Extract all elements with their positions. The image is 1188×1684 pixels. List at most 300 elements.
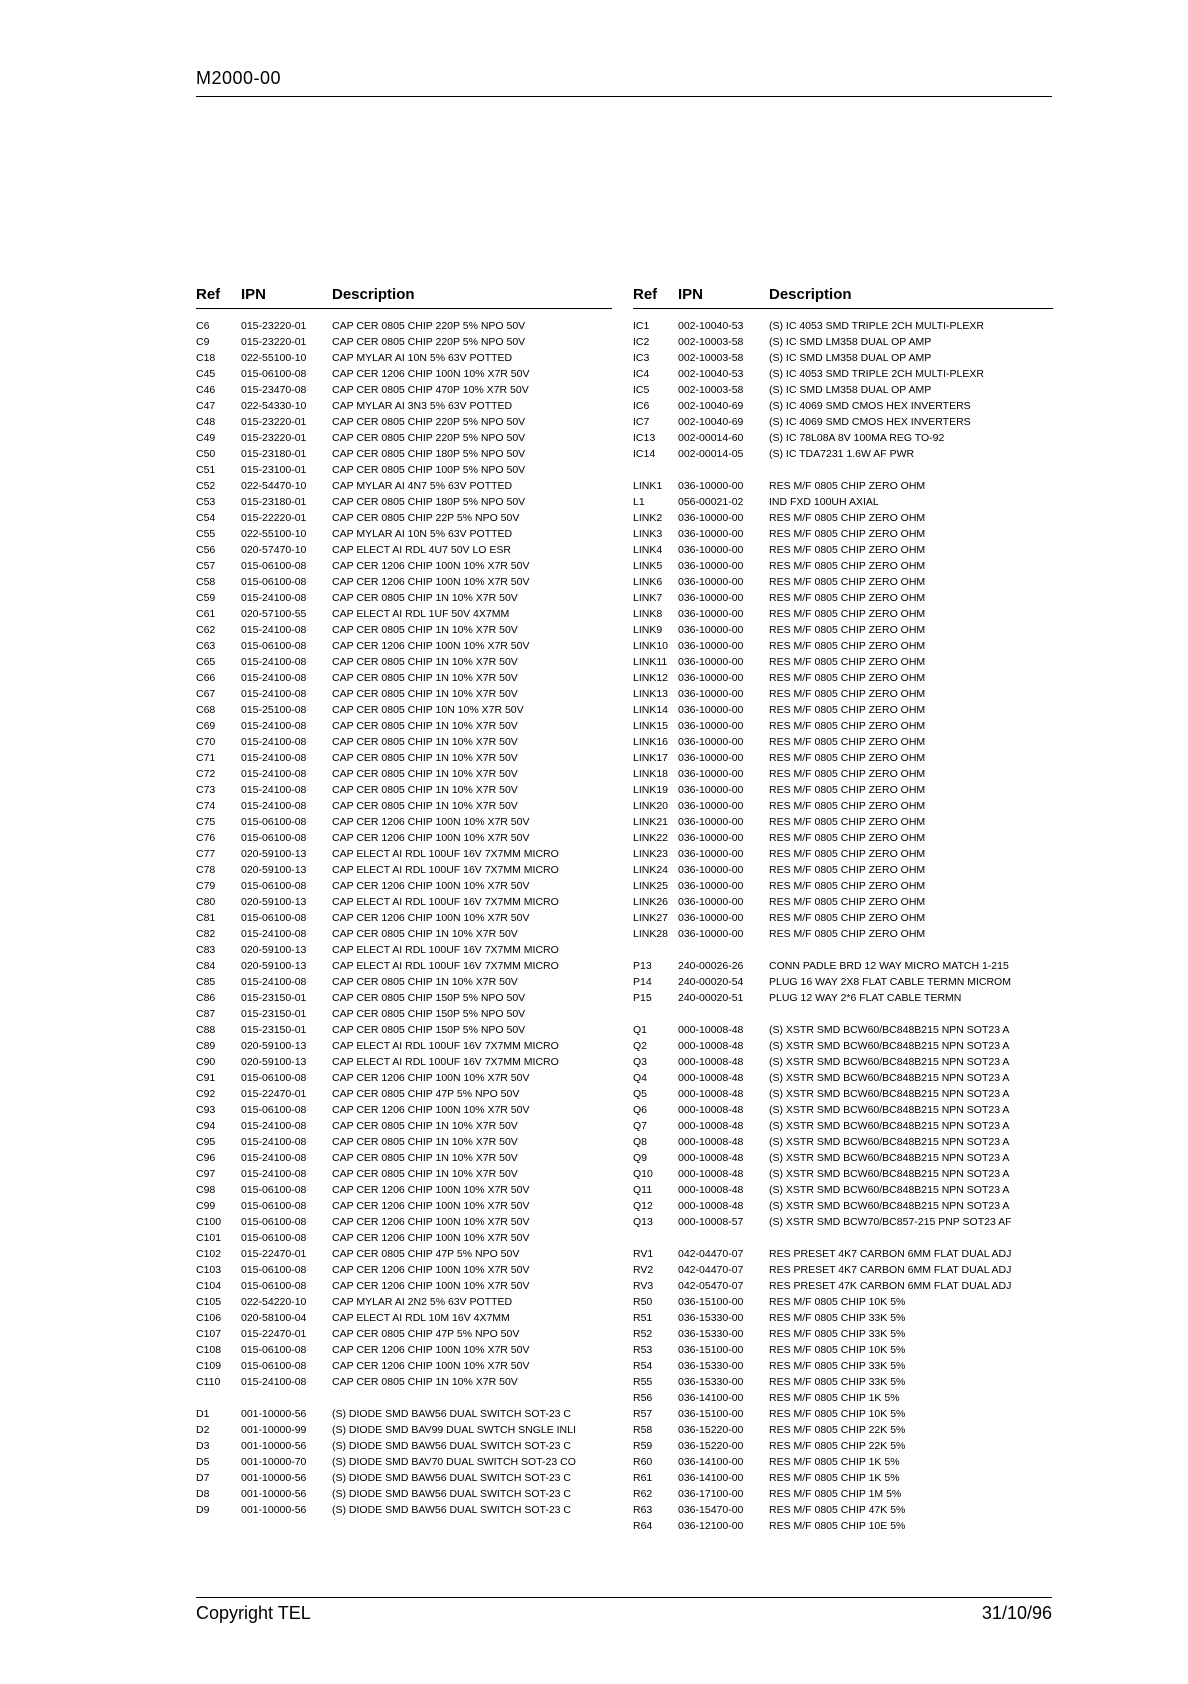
part-row bbox=[633, 926, 1053, 942]
part-description: (S) IC 4053 SMD TRIPLE 2CH MULTI-PLEXR bbox=[769, 320, 984, 332]
header-ipn: IPN bbox=[678, 286, 704, 303]
part-row bbox=[633, 1182, 1053, 1198]
part-ref: LINK22 bbox=[633, 832, 669, 844]
part-ref: LINK5 bbox=[633, 560, 663, 572]
part-row bbox=[633, 798, 1053, 814]
part-ipn: 240-00020-51 bbox=[678, 992, 744, 1004]
part-row bbox=[633, 846, 1053, 862]
part-ipn: 015-24100-08 bbox=[241, 1168, 307, 1180]
part-ref: C6 bbox=[196, 320, 210, 332]
part-description: RES PRESET 4K7 CARBON 6MM FLAT DUAL ADJ bbox=[769, 1248, 1012, 1260]
column-header-right bbox=[633, 286, 1053, 309]
part-ref: C57 bbox=[196, 560, 216, 572]
part-ref: C102 bbox=[196, 1248, 222, 1260]
part-row bbox=[633, 574, 1053, 590]
part-ref: C53 bbox=[196, 496, 216, 508]
part-description: RES M/F 0805 CHIP 22K 5% bbox=[769, 1424, 906, 1436]
part-description: (S) DIODE SMD BAW56 DUAL SWITCH SOT-23 C bbox=[332, 1504, 572, 1516]
part-row bbox=[196, 702, 612, 718]
part-ref: C54 bbox=[196, 512, 216, 524]
part-ref: RV3 bbox=[633, 1280, 654, 1292]
part-row bbox=[196, 1118, 612, 1134]
part-description: RES PRESET 47K CARBON 6MM FLAT DUAL ADJ bbox=[769, 1280, 1012, 1292]
part-ipn: 036-10000-00 bbox=[678, 928, 744, 940]
part-ipn: 015-06100-08 bbox=[241, 1216, 307, 1228]
part-ref: D7 bbox=[196, 1472, 210, 1484]
part-row bbox=[196, 1486, 612, 1502]
part-ref: R52 bbox=[633, 1328, 653, 1340]
part-row bbox=[633, 1518, 1053, 1534]
part-ref: C49 bbox=[196, 432, 216, 444]
part-description: RES M/F 0805 CHIP ZERO OHM bbox=[769, 640, 926, 652]
part-ref: C101 bbox=[196, 1232, 222, 1244]
footer-date: 31/10/96 bbox=[981, 1603, 1052, 1623]
part-ipn: 002-10003-58 bbox=[678, 352, 744, 364]
part-description: CAP CER 0805 CHIP 180P 5% NPO 50V bbox=[332, 496, 526, 508]
part-description: CAP CER 1206 CHIP 100N 10% X7R 50V bbox=[332, 368, 530, 380]
part-description: CAP CER 1206 CHIP 100N 10% X7R 50V bbox=[332, 1280, 530, 1292]
part-ref: LINK3 bbox=[633, 528, 663, 540]
part-description: RES M/F 0805 CHIP ZERO OHM bbox=[769, 576, 926, 588]
part-description: (S) IC 78L08A 8V 100MA REG TO-92 bbox=[769, 432, 945, 444]
part-ref: C105 bbox=[196, 1296, 222, 1308]
part-ref: IC4 bbox=[633, 368, 650, 380]
part-description: (S) XSTR SMD BCW60/BC848B215 NPN SOT23 A bbox=[769, 1200, 1010, 1212]
part-ref: Q8 bbox=[633, 1136, 648, 1148]
part-row bbox=[633, 446, 1053, 462]
part-description: IND FXD 100UH AXIAL bbox=[769, 496, 879, 508]
part-row bbox=[633, 526, 1053, 542]
part-ref: Q11 bbox=[633, 1184, 653, 1196]
part-description: RES M/F 0805 CHIP 22K 5% bbox=[769, 1440, 906, 1452]
part-description: CAP ELECT AI RDL 100UF 16V 7X7MM MICRO bbox=[332, 896, 559, 908]
part-description: CAP CER 0805 CHIP 1N 10% X7R 50V bbox=[332, 800, 518, 812]
part-ipn: 036-10000-00 bbox=[678, 528, 744, 540]
header-ref: Ref bbox=[633, 286, 658, 303]
part-ipn: 036-10000-00 bbox=[678, 816, 744, 828]
part-ipn: 000-10008-48 bbox=[678, 1168, 744, 1180]
part-description: CAP CER 0805 CHIP 180P 5% NPO 50V bbox=[332, 448, 526, 460]
part-row bbox=[633, 366, 1053, 382]
part-ipn: 001-10000-56 bbox=[241, 1504, 307, 1516]
part-ipn: 000-10008-48 bbox=[678, 1088, 744, 1100]
part-ipn: 022-54220-10 bbox=[241, 1296, 307, 1308]
part-ref: Q9 bbox=[633, 1152, 648, 1164]
part-ref: C56 bbox=[196, 544, 216, 556]
part-ref: C9 bbox=[196, 336, 210, 348]
part-description: CAP CER 0805 CHIP 1N 10% X7R 50V bbox=[332, 736, 518, 748]
part-description: RES M/F 0805 CHIP ZERO OHM bbox=[769, 560, 926, 572]
part-ref: C70 bbox=[196, 736, 216, 748]
part-row bbox=[633, 702, 1053, 718]
part-ipn: 036-10000-00 bbox=[678, 640, 744, 652]
part-row bbox=[633, 542, 1053, 558]
part-row bbox=[633, 1486, 1053, 1502]
part-ref: C83 bbox=[196, 944, 216, 956]
part-ipn: 036-10000-00 bbox=[678, 624, 744, 636]
part-ipn: 015-24100-08 bbox=[241, 784, 307, 796]
part-description: CAP CER 1206 CHIP 100N 10% X7R 50V bbox=[332, 560, 530, 572]
part-ipn: 036-10000-00 bbox=[678, 656, 744, 668]
part-ipn: 002-00014-05 bbox=[678, 448, 744, 460]
part-description: CAP ELECT AI RDL 100UF 16V 7X7MM MICRO bbox=[332, 1040, 559, 1052]
part-ref: C89 bbox=[196, 1040, 216, 1052]
part-row bbox=[196, 1038, 612, 1054]
part-ipn: 015-06100-08 bbox=[241, 1200, 307, 1212]
part-description: (S) XSTR SMD BCW60/BC848B215 NPN SOT23 A bbox=[769, 1136, 1010, 1148]
part-description: CAP ELECT AI RDL 1UF 50V 4X7MM bbox=[332, 608, 510, 620]
part-ref: C92 bbox=[196, 1088, 216, 1100]
part-ipn: 036-10000-00 bbox=[678, 880, 744, 892]
part-row bbox=[196, 894, 612, 910]
part-description: CAP CER 0805 CHIP 150P 5% NPO 50V bbox=[332, 992, 526, 1004]
part-ref: LINK15 bbox=[633, 720, 669, 732]
part-description: (S) DIODE SMD BAV70 DUAL SWITCH SOT-23 CO bbox=[332, 1456, 576, 1468]
part-description: RES M/F 0805 CHIP 33K 5% bbox=[769, 1376, 906, 1388]
part-row bbox=[633, 910, 1053, 926]
part-row bbox=[196, 766, 612, 782]
part-ipn: 036-17100-00 bbox=[678, 1488, 744, 1500]
part-description: CAP ELECT AI RDL 100UF 16V 7X7MM MICRO bbox=[332, 864, 559, 876]
part-ref: LINK19 bbox=[633, 784, 669, 796]
part-ipn: 001-10000-56 bbox=[241, 1488, 307, 1500]
part-ipn: 036-15330-00 bbox=[678, 1312, 744, 1324]
part-ref: P14 bbox=[633, 976, 652, 988]
part-description: CAP CER 1206 CHIP 100N 10% X7R 50V bbox=[332, 1184, 530, 1196]
part-ref: C66 bbox=[196, 672, 216, 684]
part-description: CAP CER 0805 CHIP 100P 5% NPO 50V bbox=[332, 464, 526, 476]
footer-copyright: Copyright TEL bbox=[196, 1603, 311, 1623]
part-ipn: 036-10000-00 bbox=[678, 832, 744, 844]
part-ref: LINK9 bbox=[633, 624, 663, 636]
part-ipn: 042-04470-07 bbox=[678, 1264, 744, 1276]
part-ipn: 036-15470-00 bbox=[678, 1504, 744, 1516]
part-row bbox=[196, 574, 612, 590]
part-ipn: 022-55100-10 bbox=[241, 352, 307, 364]
part-description: (S) IC 4053 SMD TRIPLE 2CH MULTI-PLEXR bbox=[769, 368, 984, 380]
part-description: (S) DIODE SMD BAW56 DUAL SWITCH SOT-23 C bbox=[332, 1472, 572, 1484]
part-description: CAP CER 0805 CHIP 1N 10% X7R 50V bbox=[332, 1376, 518, 1388]
part-row bbox=[633, 766, 1053, 782]
part-description: RES M/F 0805 CHIP 10K 5% bbox=[769, 1344, 906, 1356]
part-description: CAP CER 0805 CHIP 1N 10% X7R 50V bbox=[332, 784, 518, 796]
part-ref: LINK27 bbox=[633, 912, 669, 924]
part-ipn: 015-24100-08 bbox=[241, 688, 307, 700]
part-ipn: 001-10000-56 bbox=[241, 1408, 307, 1420]
part-description: RES M/F 0805 CHIP ZERO OHM bbox=[769, 624, 926, 636]
part-ipn: 036-15220-00 bbox=[678, 1440, 744, 1452]
part-description: RES M/F 0805 CHIP ZERO OHM bbox=[769, 704, 926, 716]
part-ref: C48 bbox=[196, 416, 216, 428]
part-description: CAP CER 1206 CHIP 100N 10% X7R 50V bbox=[332, 1232, 530, 1244]
part-ref: R63 bbox=[633, 1504, 653, 1516]
part-row bbox=[196, 1086, 612, 1102]
part-ipn: 036-10000-00 bbox=[678, 544, 744, 556]
part-row bbox=[633, 558, 1053, 574]
part-description: (S) XSTR SMD BCW60/BC848B215 NPN SOT23 A bbox=[769, 1120, 1010, 1132]
part-description: CAP MYLAR AI 10N 5% 63V POTTED bbox=[332, 352, 513, 364]
part-ref: LINK6 bbox=[633, 576, 663, 588]
part-ipn: 036-10000-00 bbox=[678, 720, 744, 732]
part-ref: D2 bbox=[196, 1424, 210, 1436]
part-description: CAP ELECT AI RDL 100UF 16V 7X7MM MICRO bbox=[332, 1056, 559, 1068]
part-ref: C46 bbox=[196, 384, 216, 396]
part-ref: R58 bbox=[633, 1424, 653, 1436]
part-row bbox=[633, 814, 1053, 830]
part-row bbox=[633, 654, 1053, 670]
part-row bbox=[196, 1102, 612, 1118]
part-row bbox=[196, 478, 612, 494]
part-ref: R57 bbox=[633, 1408, 653, 1420]
part-ref: R55 bbox=[633, 1376, 653, 1388]
part-ipn: 001-10000-56 bbox=[241, 1472, 307, 1484]
part-row bbox=[196, 1422, 612, 1438]
part-ipn: 015-23150-01 bbox=[241, 1024, 307, 1036]
part-row bbox=[196, 1358, 612, 1374]
part-ipn: 015-23220-01 bbox=[241, 320, 307, 332]
part-ref: LINK23 bbox=[633, 848, 669, 860]
part-ref: P13 bbox=[633, 960, 652, 972]
part-row bbox=[633, 1390, 1053, 1406]
part-row bbox=[633, 1198, 1053, 1214]
part-ipn: 000-10008-48 bbox=[678, 1152, 744, 1164]
part-description: CAP CER 1206 CHIP 100N 10% X7R 50V bbox=[332, 832, 530, 844]
part-row bbox=[196, 1054, 612, 1070]
part-description: CAP CER 0805 CHIP 1N 10% X7R 50V bbox=[332, 752, 518, 764]
part-ref: LINK1 bbox=[633, 480, 663, 492]
part-ref: C45 bbox=[196, 368, 216, 380]
part-ref: R64 bbox=[633, 1520, 653, 1532]
part-ipn: 036-14100-00 bbox=[678, 1456, 744, 1468]
part-row bbox=[196, 1214, 612, 1230]
part-ref: R53 bbox=[633, 1344, 653, 1356]
part-ref: C104 bbox=[196, 1280, 222, 1292]
part-row bbox=[633, 1070, 1053, 1086]
part-description: RES M/F 0805 CHIP ZERO OHM bbox=[769, 816, 926, 828]
part-row bbox=[633, 1422, 1053, 1438]
part-row bbox=[633, 734, 1053, 750]
part-description: CAP ELECT AI RDL 4U7 50V LO ESR bbox=[332, 544, 511, 556]
part-ref: LINK20 bbox=[633, 800, 669, 812]
part-row bbox=[633, 1358, 1053, 1374]
part-ref: LINK14 bbox=[633, 704, 669, 716]
part-description: (S) XSTR SMD BCW60/BC848B215 NPN SOT23 A bbox=[769, 1040, 1010, 1052]
part-description: RES M/F 0805 CHIP ZERO OHM bbox=[769, 864, 926, 876]
part-ref: IC14 bbox=[633, 448, 656, 460]
part-ipn: 042-04470-07 bbox=[678, 1248, 744, 1260]
part-ref: LINK16 bbox=[633, 736, 669, 748]
part-ref: RV1 bbox=[633, 1248, 654, 1260]
part-row bbox=[196, 1374, 612, 1390]
part-ipn: 015-23220-01 bbox=[241, 336, 307, 348]
part-ipn: 015-06100-08 bbox=[241, 1264, 307, 1276]
part-ref: C50 bbox=[196, 448, 216, 460]
part-ref: R56 bbox=[633, 1392, 653, 1404]
part-ref: C68 bbox=[196, 704, 216, 716]
part-ref: C84 bbox=[196, 960, 216, 972]
part-description: (S) IC 4069 SMD CMOS HEX INVERTERS bbox=[769, 400, 971, 412]
part-row bbox=[633, 1038, 1053, 1054]
part-ref: LINK18 bbox=[633, 768, 669, 780]
part-ref: C63 bbox=[196, 640, 216, 652]
part-ref: Q5 bbox=[633, 1088, 648, 1100]
part-ipn: 036-10000-00 bbox=[678, 752, 744, 764]
part-description: CONN PADLE BRD 12 WAY MICRO MATCH 1-215 bbox=[769, 960, 1009, 972]
part-row bbox=[196, 638, 612, 654]
part-description: CAP CER 0805 CHIP 47P 5% NPO 50V bbox=[332, 1248, 520, 1260]
part-ref: LINK2 bbox=[633, 512, 663, 524]
part-description: RES M/F 0805 CHIP ZERO OHM bbox=[769, 720, 926, 732]
part-row bbox=[633, 1310, 1053, 1326]
part-ref: C97 bbox=[196, 1168, 216, 1180]
part-ref: LINK26 bbox=[633, 896, 669, 908]
part-description: CAP CER 1206 CHIP 100N 10% X7R 50V bbox=[332, 1344, 530, 1356]
part-ipn: 015-24100-08 bbox=[241, 592, 307, 604]
part-description: RES M/F 0805 CHIP ZERO OHM bbox=[769, 848, 926, 860]
part-row bbox=[196, 1198, 612, 1214]
part-row bbox=[196, 654, 612, 670]
part-row bbox=[633, 334, 1053, 350]
part-ipn: 000-10008-48 bbox=[678, 1040, 744, 1052]
part-row bbox=[196, 1246, 612, 1262]
part-row bbox=[196, 798, 612, 814]
part-ref: D3 bbox=[196, 1440, 210, 1452]
part-ref: R59 bbox=[633, 1440, 653, 1452]
part-row bbox=[633, 1294, 1053, 1310]
part-description: CAP CER 0805 CHIP 1N 10% X7R 50V bbox=[332, 656, 518, 668]
header-rule bbox=[196, 96, 1052, 97]
part-description: RES M/F 0805 CHIP ZERO OHM bbox=[769, 768, 926, 780]
part-ipn: 020-57100-55 bbox=[241, 608, 307, 620]
part-ipn: 022-54470-10 bbox=[241, 480, 307, 492]
part-row bbox=[196, 1230, 612, 1246]
part-ipn: 002-10003-58 bbox=[678, 384, 744, 396]
part-description: (S) XSTR SMD BCW70/BC857-215 PNP SOT23 AF bbox=[769, 1216, 1012, 1228]
part-description: CAP CER 0805 CHIP 1N 10% X7R 50V bbox=[332, 672, 518, 684]
part-description: RES M/F 0805 CHIP ZERO OHM bbox=[769, 736, 926, 748]
part-ref: IC1 bbox=[633, 320, 650, 332]
part-description: CAP CER 0805 CHIP 47P 5% NPO 50V bbox=[332, 1088, 520, 1100]
part-ipn: 000-10008-48 bbox=[678, 1184, 744, 1196]
part-ref: C100 bbox=[196, 1216, 222, 1228]
part-ref: LINK13 bbox=[633, 688, 669, 700]
part-ref: LINK4 bbox=[633, 544, 663, 556]
part-ipn: 036-10000-00 bbox=[678, 688, 744, 700]
part-ipn: 020-59100-13 bbox=[241, 944, 307, 956]
part-ref: C106 bbox=[196, 1312, 222, 1324]
part-ref: C77 bbox=[196, 848, 216, 860]
part-ipn: 015-06100-08 bbox=[241, 576, 307, 588]
part-ipn: 036-12100-00 bbox=[678, 1520, 744, 1532]
part-row bbox=[633, 1118, 1053, 1134]
part-description: RES M/F 0805 CHIP ZERO OHM bbox=[769, 784, 926, 796]
part-ipn: 036-10000-00 bbox=[678, 768, 744, 780]
part-ipn: 015-06100-08 bbox=[241, 1280, 307, 1292]
group-spacer bbox=[633, 462, 1053, 478]
part-ipn: 036-10000-00 bbox=[678, 736, 744, 748]
part-ipn: 020-59100-13 bbox=[241, 1056, 307, 1068]
part-ipn: 036-10000-00 bbox=[678, 592, 744, 604]
part-row bbox=[633, 590, 1053, 606]
part-description: CAP CER 0805 CHIP 1N 10% X7R 50V bbox=[332, 928, 518, 940]
part-ref: Q7 bbox=[633, 1120, 648, 1132]
part-row bbox=[196, 510, 612, 526]
part-row bbox=[633, 606, 1053, 622]
part-description: CAP CER 0805 CHIP 1N 10% X7R 50V bbox=[332, 1136, 518, 1148]
part-ipn: 020-58100-04 bbox=[241, 1312, 307, 1324]
part-description: (S) XSTR SMD BCW60/BC848B215 NPN SOT23 A bbox=[769, 1168, 1010, 1180]
part-description: RES M/F 0805 CHIP ZERO OHM bbox=[769, 688, 926, 700]
part-description: (S) IC TDA7231 1.6W AF PWR bbox=[769, 448, 915, 460]
part-description: RES M/F 0805 CHIP 1K 5% bbox=[769, 1392, 900, 1404]
part-description: PLUG 16 WAY 2X8 FLAT CABLE TERMN MICROM bbox=[769, 976, 1011, 988]
part-ref: C103 bbox=[196, 1264, 222, 1276]
part-row bbox=[196, 910, 612, 926]
part-ref: LINK25 bbox=[633, 880, 669, 892]
part-ref: C91 bbox=[196, 1072, 216, 1084]
part-description: CAP CER 1206 CHIP 100N 10% X7R 50V bbox=[332, 880, 530, 892]
part-ref: IC7 bbox=[633, 416, 650, 428]
part-ipn: 036-15330-00 bbox=[678, 1360, 744, 1372]
part-row bbox=[633, 638, 1053, 654]
group-spacer bbox=[633, 1230, 1053, 1246]
part-row bbox=[196, 1022, 612, 1038]
part-row bbox=[196, 974, 612, 990]
part-ref: C76 bbox=[196, 832, 216, 844]
part-description: (S) DIODE SMD BAV99 DUAL SWTCH SNGLE INLI bbox=[332, 1424, 576, 1436]
part-row bbox=[196, 334, 612, 350]
part-row bbox=[633, 990, 1053, 1006]
part-row bbox=[196, 590, 612, 606]
part-ipn: 002-10040-69 bbox=[678, 416, 744, 428]
part-ipn: 036-10000-00 bbox=[678, 848, 744, 860]
part-row bbox=[633, 1502, 1053, 1518]
part-ipn: 000-10008-48 bbox=[678, 1136, 744, 1148]
part-ipn: 036-10000-00 bbox=[678, 864, 744, 876]
part-row bbox=[196, 1070, 612, 1086]
part-description: CAP CER 1206 CHIP 100N 10% X7R 50V bbox=[332, 640, 530, 652]
part-row bbox=[196, 718, 612, 734]
part-ref: D5 bbox=[196, 1456, 210, 1468]
part-row bbox=[196, 526, 612, 542]
part-ipn: 015-24100-08 bbox=[241, 800, 307, 812]
part-row bbox=[196, 1342, 612, 1358]
part-ref: C107 bbox=[196, 1328, 222, 1340]
part-ipn: 015-06100-08 bbox=[241, 640, 307, 652]
part-description: CAP CER 0805 CHIP 470P 10% X7R 50V bbox=[332, 384, 529, 396]
part-row bbox=[196, 350, 612, 366]
group-spacer bbox=[196, 1390, 612, 1406]
part-row bbox=[196, 398, 612, 414]
part-ipn: 015-06100-08 bbox=[241, 880, 307, 892]
part-ref: D9 bbox=[196, 1504, 210, 1516]
part-ipn: 240-00026-26 bbox=[678, 960, 744, 972]
part-description: CAP CER 0805 CHIP 1N 10% X7R 50V bbox=[332, 768, 518, 780]
part-ipn: 036-15330-00 bbox=[678, 1328, 744, 1340]
part-ipn: 036-10000-00 bbox=[678, 480, 744, 492]
part-ipn: 020-59100-13 bbox=[241, 864, 307, 876]
part-ref: C62 bbox=[196, 624, 216, 636]
part-row bbox=[196, 558, 612, 574]
part-row bbox=[196, 1166, 612, 1182]
part-row bbox=[196, 862, 612, 878]
part-ipn: 036-10000-00 bbox=[678, 896, 744, 908]
part-ipn: 000-10008-48 bbox=[678, 1200, 744, 1212]
part-row bbox=[633, 1054, 1053, 1070]
part-description: CAP ELECT AI RDL 100UF 16V 7X7MM MICRO bbox=[332, 848, 559, 860]
part-description: (S) DIODE SMD BAW56 DUAL SWITCH SOT-23 C bbox=[332, 1408, 572, 1420]
part-row bbox=[633, 1214, 1053, 1230]
